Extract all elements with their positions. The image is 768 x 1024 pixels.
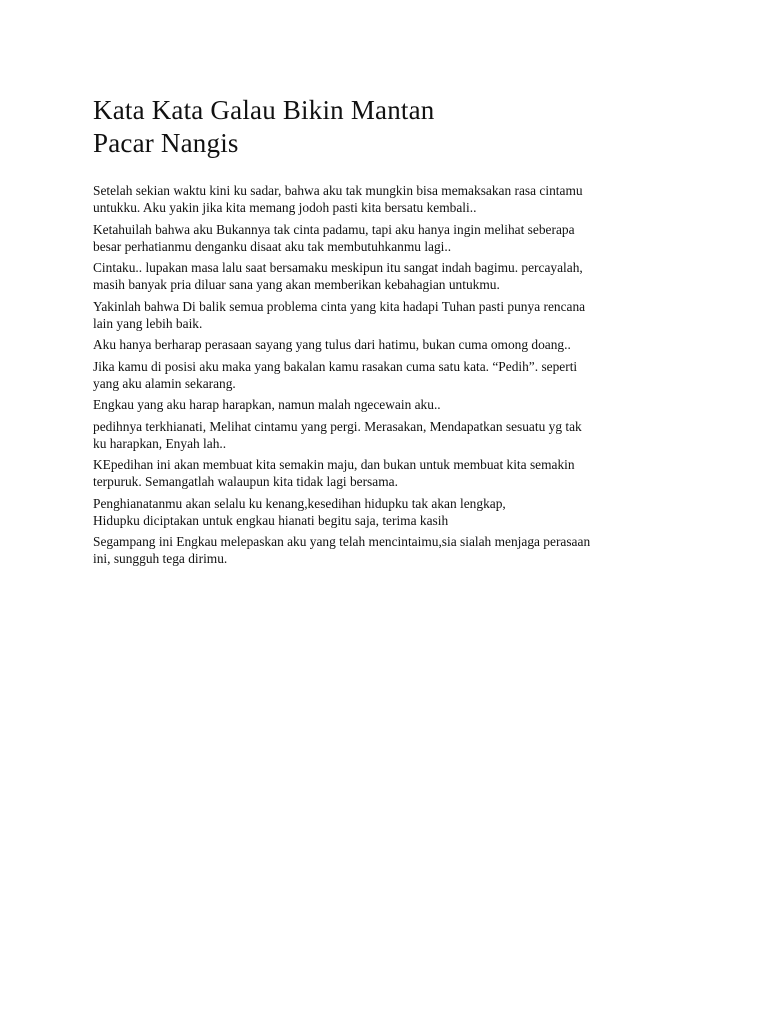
paragraph: Penghianatanmu akan selalu ku kenang,kesedihan hidupku tak akan lengkap, Hidupku diciptakan untuk engkau hianati begitu saja, terima kasih bbox=[93, 495, 506, 528]
document-page bbox=[93, 94, 683, 572]
paragraph: Jika kamu di posisi aku maka yang bakalan kamu rasakan cuma satu kata. “Pedih”. seperti yang aku alamin sekarang. bbox=[93, 358, 578, 391]
paragraph: Engkau yang aku harap harapkan, namun malah ngecewain aku.. bbox=[93, 397, 441, 412]
paragraph: Yakinlah bahwa Di balik semua problema cinta yang kita hadapi Tuhan pasti punya rencana lain yang lebih baik. bbox=[93, 298, 586, 331]
paragraph: KEpedihan ini akan membuat kita semakin maju, dan bukan untuk membuat kita semakin terpuruk. Semangatlah walaupun kita tidak lagi bersama. bbox=[93, 457, 575, 489]
document-title: Kata Kata Galau Bikin Mantan Pacar Nangis bbox=[93, 95, 435, 158]
paragraph: Cintaku.. lupakan masa lalu saat bersamaku meskipun itu sangat indah bagimu. percayalah, masih banyak pria diluar sana yang akan memberikan kebahagian untukmu. bbox=[93, 260, 583, 292]
document-body bbox=[93, 182, 683, 567]
paragraph: pedihnya terkhianati, Melihat cintamu yang pergi. Merasakan, Mendapatkan sesuatu yg tak ku harapkan, Enyah lah.. bbox=[93, 418, 582, 451]
paragraph: Setelah sekian waktu kini ku sadar, bahwa aku tak mungkin bisa memaksakan rasa cintamu untukku. Aku yakin jika kita memang jodoh pasti kita bersatu kembali.. bbox=[93, 183, 583, 215]
paragraph: Segampang ini Engkau melepaskan aku yang telah mencintaimu,sia sialah menjaga perasaan ini, sungguh tega dirimu. bbox=[93, 534, 591, 566]
paragraph: Ketahuilah bahwa aku Bukannya tak cinta padamu, tapi aku hanya ingin melihat seberapa besar perhatianmu denganku disaat aku tak membutuhkanmu lagi.. bbox=[93, 221, 575, 254]
paragraph: Aku hanya berharap perasaan sayang yang tulus dari hatimu, bukan cuma omong doang.. bbox=[93, 337, 571, 352]
